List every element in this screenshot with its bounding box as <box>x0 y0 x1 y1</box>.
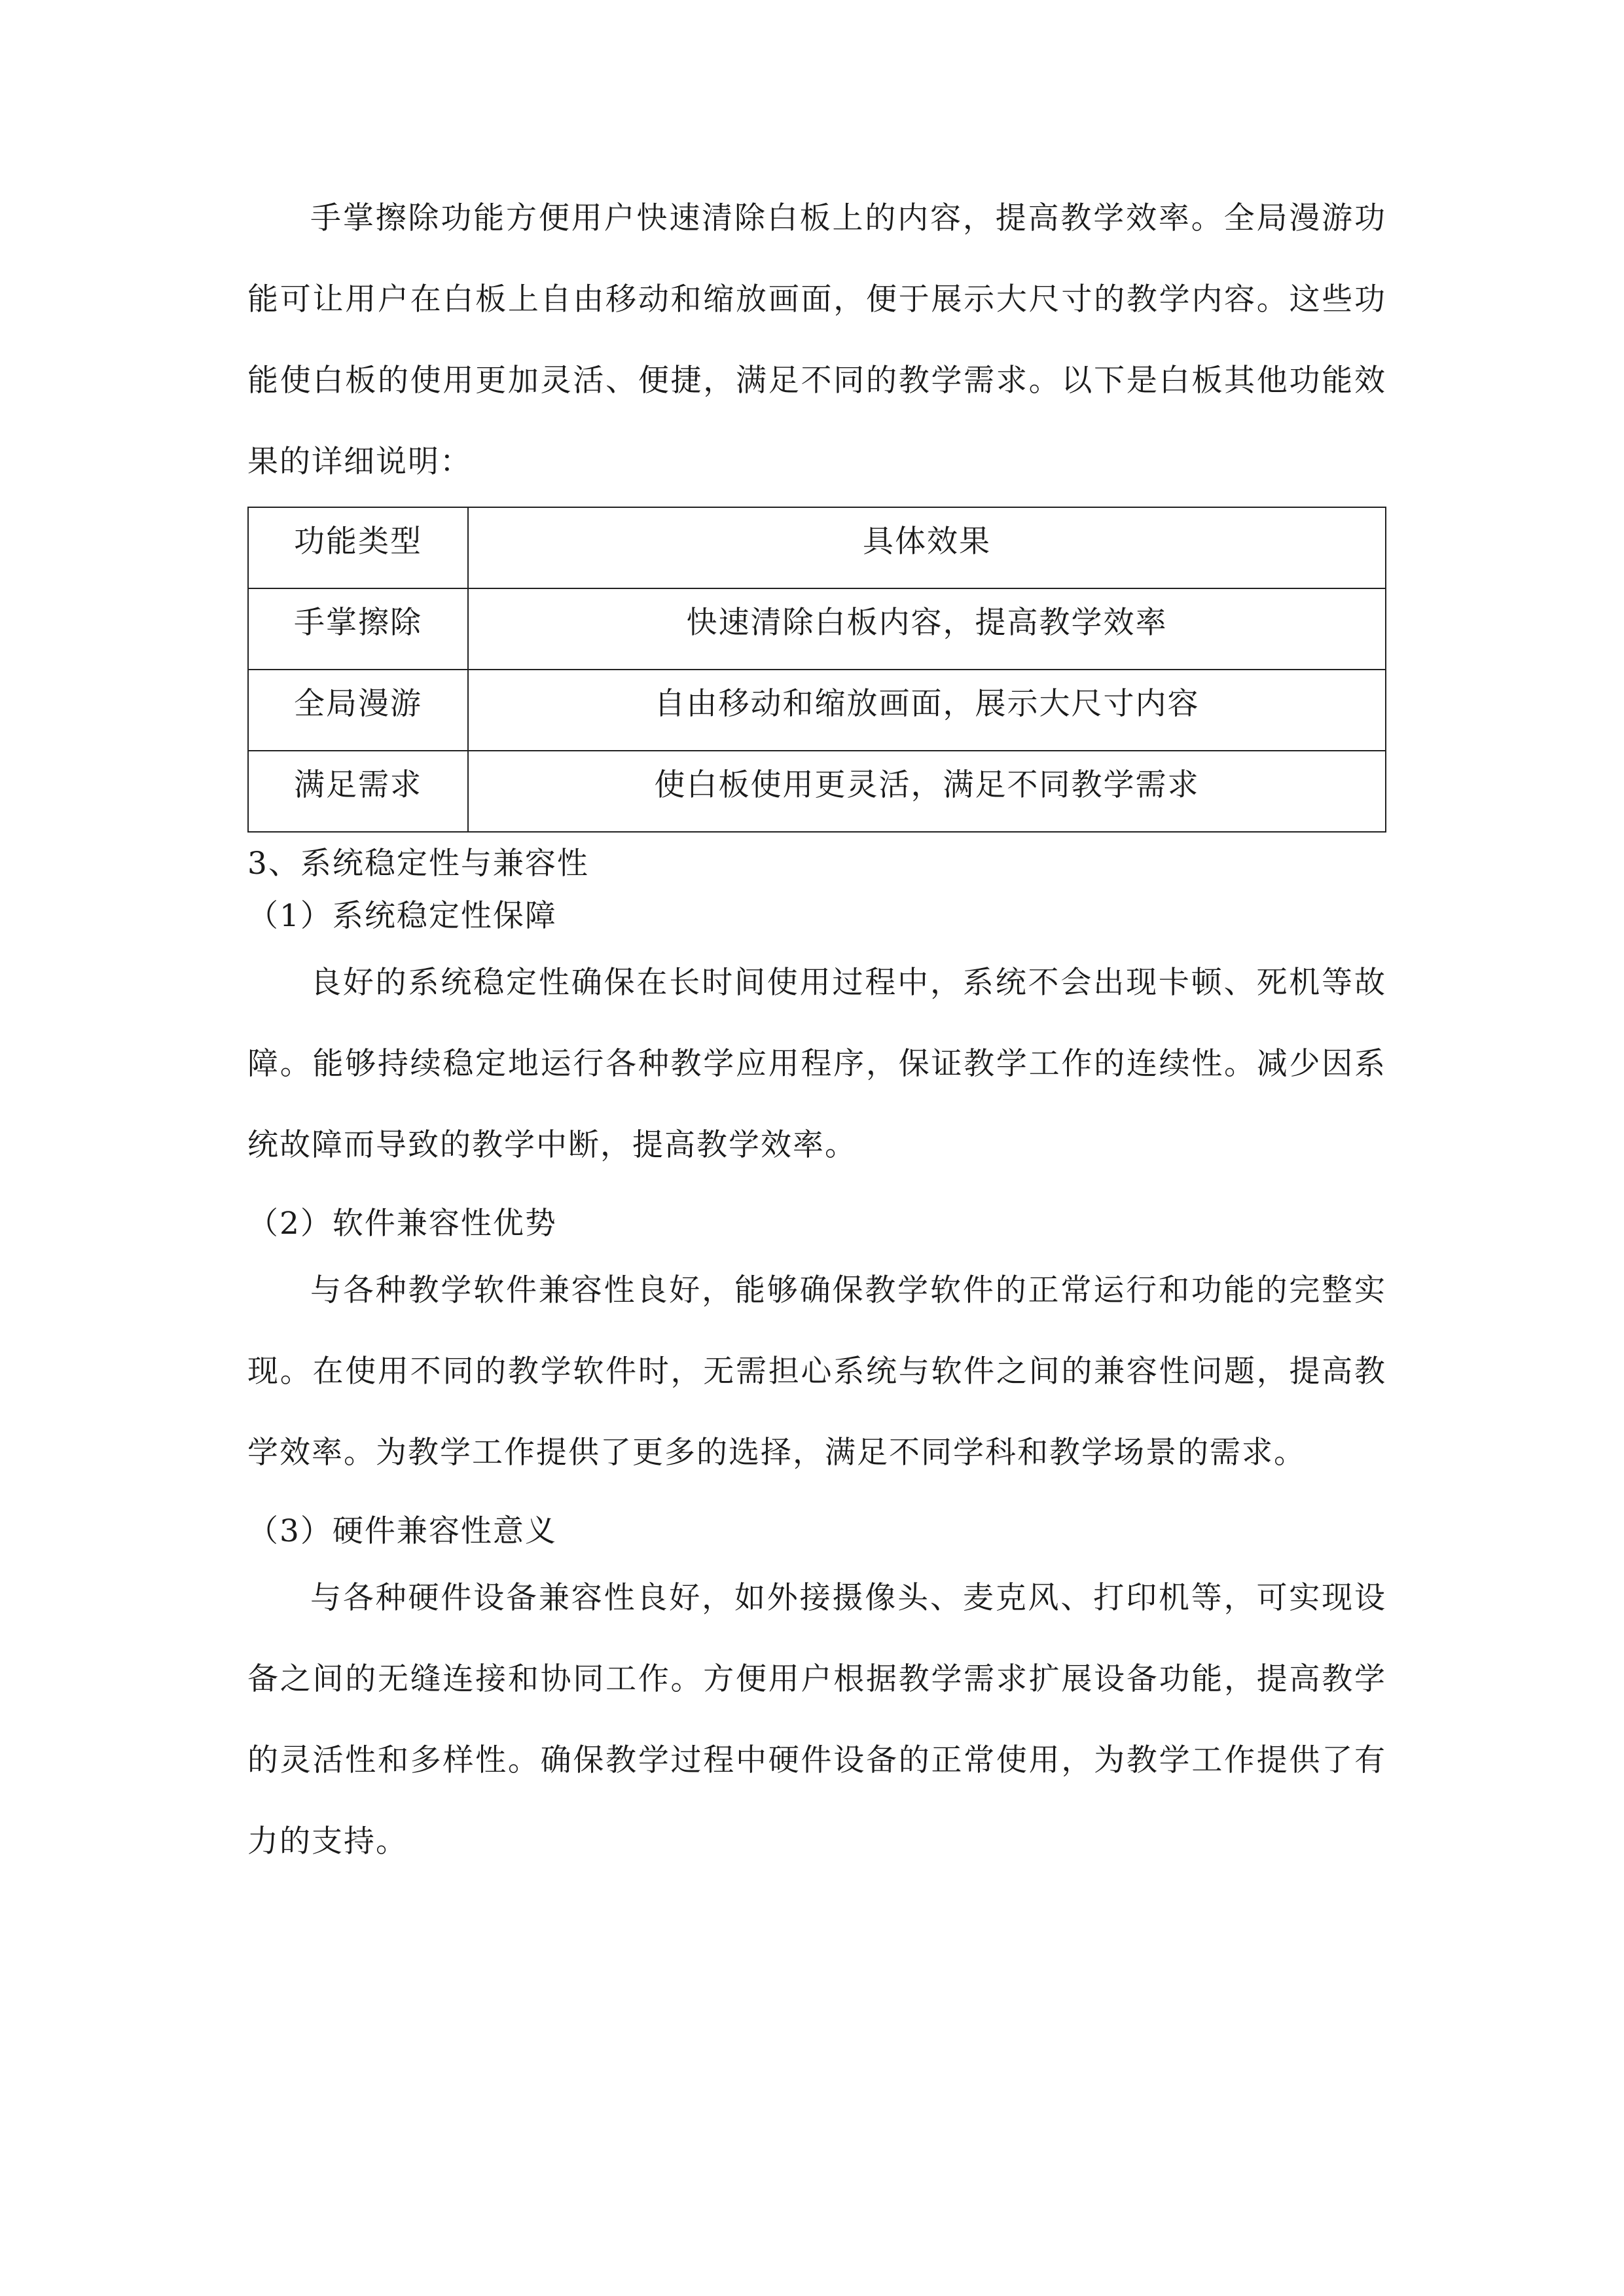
table-cell: 全局漫游 <box>248 670 468 751</box>
table-header-row <box>248 507 1386 588</box>
subsection-heading: （3）硬件兼容性意义 <box>247 1513 557 1549</box>
table-cell: 手掌擦除 <box>248 588 468 670</box>
subsection-heading: （2）软件兼容性优势 <box>247 1206 557 1242</box>
table-row <box>248 670 1386 751</box>
table-header-cell: 具体效果 <box>468 507 1386 588</box>
section-heading: 3、系统稳定性与兼容性 <box>247 846 589 882</box>
intro-paragraph: 手掌擦除功能方便用户快速清除白板上的内容，提高教学效率。全局漫游功能可让用户在白板上自由移动和缩放画面，便于展示大尺寸的教学内容。这些功能使白板的使用更加灵活、便捷，满足不同的教学需求。以下是白板其他功能效果的详细说明： <box>247 200 1386 480</box>
subsection-body: 与各种硬件设备兼容性良好，如外接摄像头、麦克风、打印机等，可实现设备之间的无缝连接和协同工作。方便用户根据教学需求扩展设备功能，提高教学的灵活性和多样性。确保教学过程中硬件设备的正常使用，为教学工作提供了有力的支持。 <box>247 1580 1386 1859</box>
subsection-body: 良好的系统稳定性确保在长时间使用过程中，系统不会出现卡顿、死机等故障。能够持续稳定地运行各种教学应用程序，保证教学工作的连续性。减少因系统故障而导致的教学中断，提高教学效率。 <box>247 965 1386 1163</box>
table-cell: 使白板使用更灵活，满足不同教学需求 <box>468 751 1386 832</box>
table-header-cell: 功能类型 <box>248 507 468 588</box>
table-cell: 快速清除白板内容，提高教学效率 <box>468 588 1386 670</box>
subsection-body: 与各种教学软件兼容性良好，能够确保教学软件的正常运行和功能的完整实现。在使用不同的教学软件时，无需担心系统与软件之间的兼容性问题，提高教学效率。为教学工作提供了更多的选择，满足不同学科和教学场景的需求。 <box>247 1272 1386 1471</box>
document-page <box>247 178 1386 1882</box>
table-cell: 满足需求 <box>248 751 468 832</box>
table-cell: 自由移动和缩放画面，展示大尺寸内容 <box>468 670 1386 751</box>
table-row <box>248 588 1386 670</box>
feature-table <box>247 507 1386 833</box>
subsection-heading: （1）系统稳定性保障 <box>247 898 557 934</box>
table-row <box>248 751 1386 832</box>
